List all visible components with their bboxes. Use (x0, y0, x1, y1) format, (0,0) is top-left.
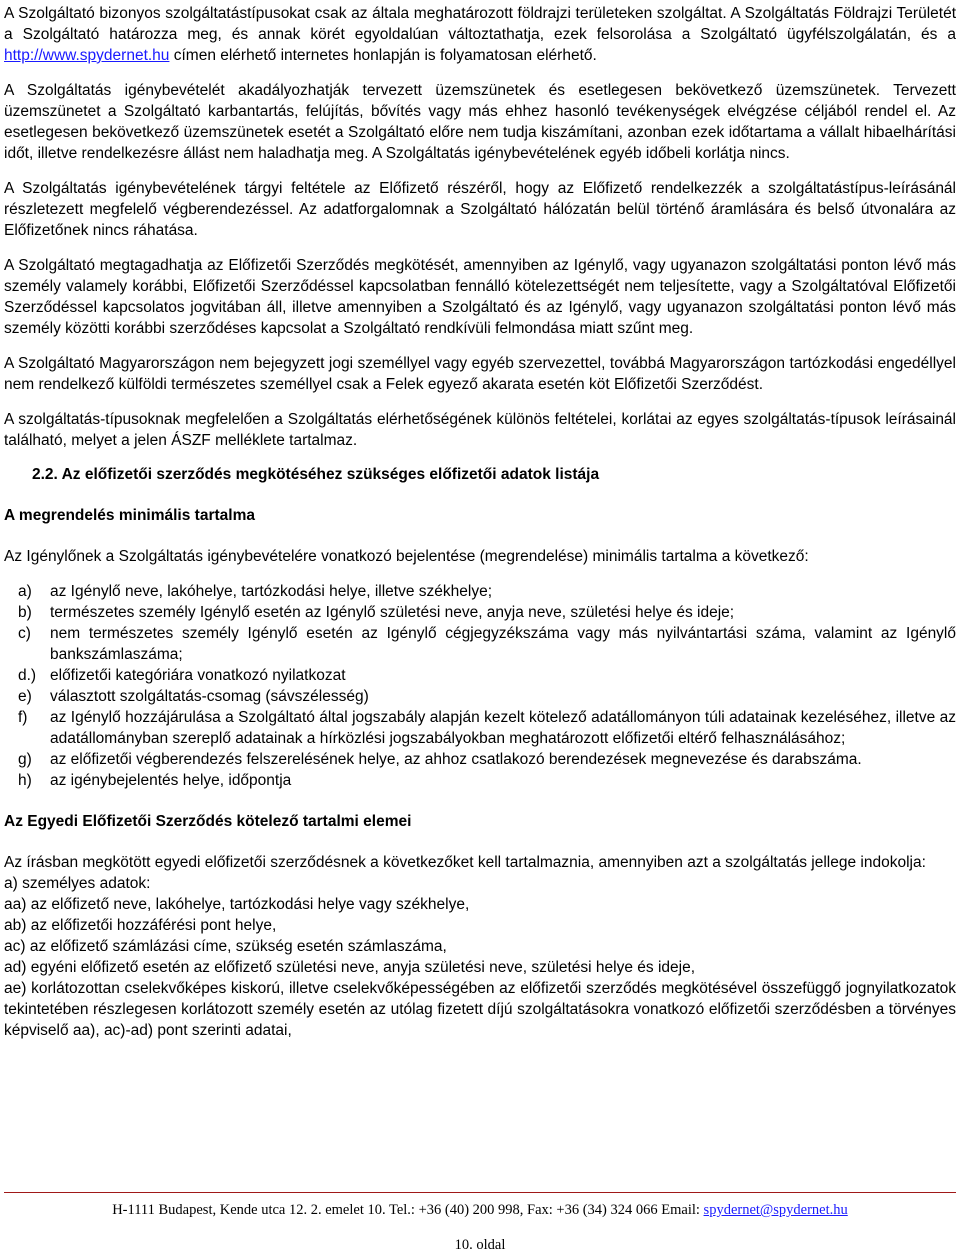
subheading-minimum-order: A megrendelés minimális tartalma (4, 507, 255, 524)
section-number: 2.2. (32, 466, 58, 483)
p1-line-2: Szolgáltatás Földrajzi Területét a Szolgáltató határozza meg, és annak körét egyoldalúan változtathatja, ezek (4, 5, 957, 43)
contract-item: a) személyes adatok: (4, 875, 151, 892)
p1-line-1: A Szolgáltató bizonyos szolgáltatástípusokat csak az általa meghatározott földrajzi területeken szolgáltat. A (4, 5, 740, 22)
list-item (4, 686, 956, 707)
footer-email-link[interactable]: spydernet@spydernet.hu (703, 1202, 848, 1218)
page-number: 10. oldal (454, 1237, 506, 1253)
list-marker: f) (18, 709, 28, 726)
p1-line-4: folyamatosan elérhető. (439, 47, 597, 64)
list-item (4, 581, 956, 602)
footer-address: H-1111 Budapest, Kende utca 12. 2. emelet 10. Tel.: +36 (40) 200 998, Fax: +36 (34) 324 066 Email: (112, 1202, 704, 1218)
paragraph-equipment: A Szolgáltatás igénybevételének tárgyi feltétele az Előfizető részéről, hogy az Előfizető rendelkezzék a szolgáltatástípus-leírásánál részletezett megfelelő végberendezéssel. Az adatforgalomnak a Szolgáltató hálózatán belül történő áramlására és belső útvonalára az Előfizetőnek nincs ráhatása. (4, 180, 956, 239)
list-item-text: természetes személy Igénylő esetén az Igénylő születési neve, anyja neve, születési helye és ideje; (50, 604, 735, 621)
order-content-list (4, 581, 956, 791)
contract-item: ad) egyéni előfizető esetén az előfizető születési neve, anyja születési neve, születési helye és ideje, (4, 959, 696, 976)
document-page (4, 0, 956, 1041)
list-marker: h) (18, 772, 32, 789)
list-marker: b) (18, 604, 32, 621)
p1-line-3-post: címen elérhető internetes honlapján is (169, 47, 436, 64)
list-item (4, 665, 956, 686)
list-marker: e) (18, 688, 32, 705)
list-item-text: az igénybejelentés helye, időpontja (50, 772, 292, 789)
paragraph-refusal: A Szolgáltató megtagadhatja az Előfizetői Szerződés megkötését, amennyiben az Igénylő, vagy ugyanazon szolgáltatási ponton lévő más személy valamely korábbi, Előfizetői Szerződéssel kapcsolatban fennálló kötelezettségét nem teljesítette, vagy a Szolgáltatóval Előfizetői Szerződéssel kapcsolatos jogvitában áll, illetve amennyiben a Szolgáltató és az Igénylő, vagy ugyanazon szolgáltatási ponton lévő más személy közötti korábbi szerződéses kapcsolat a Szolgáltató rendkívüli felmondása miatt szűnt meg. (4, 257, 956, 337)
footer-divider (4, 1192, 956, 1193)
paragraph-contract-intro: Az írásban megkötött egyedi előfizetői szerződésnek a következőket kell tartalmaznia, amennyiben azt a szolgáltatás jellege indokolja: (4, 854, 926, 871)
list-item-text: választott szolgáltatás-csomag (sávszélesség) (50, 688, 369, 705)
list-item-text: nem természetes személy Igénylő esetén az Igénylő cégjegyzékszáma vagy más nyilvántartási száma, valamint az Igénylő bankszámlaszáma; (50, 625, 956, 663)
contract-item: ab) az előfizetői hozzáférési pont helye, (4, 917, 277, 934)
paragraph-minor-representative: ae) korlátozottan cselekvőképes kiskorú, illetve cselekvőképességében az előfizetői szerződés megkötésével összefüggő jognyilatkozatok tekintetében részlegesen korlátozott személy esetén az utólag fizetett díjú szolgáltatásokra vonatkozó előfizetői szerződésben a törvényes képviselő aa), ac)-ad) pont szerinti adatai, (4, 980, 956, 1039)
section-title: Az előfizetői szerződés megkötéséhez szükséges előfizetői adatok listája (61, 466, 600, 483)
list-item-text: az Igénylő neve, lakóhelye, tartózkodási helye, illetve székhelye; (50, 583, 492, 600)
list-item-text: az Igénylő hozzájárulása a Szolgáltató által jogszabály alapján kezelt kötelező adatállományon túli adatainak kezeléséhez, illetve az adatállományban szereplő adatainak a hírközlési jogszabályokban meghatározott előfizetői eltérő felhasználásához; (50, 709, 956, 747)
list-item (4, 749, 956, 770)
p1-line-3-pre: felsorolása a Szolgáltató ügyfélszolgálatán, és a (596, 26, 957, 43)
list-item (4, 770, 956, 791)
list-item-text: az előfizetői végberendezés felszerelésének helye, az ahhoz csatlakozó berendezések megnevezése és darabszáma. (50, 751, 862, 768)
list-item (4, 602, 956, 623)
list-marker: c) (18, 625, 31, 642)
website-link[interactable]: http://www.spydernet.hu (4, 47, 170, 64)
paragraph-order-intro: Az Igénylőnek a Szolgáltatás igénybevételére vonatkozó bejelentése (megrendelése) minimális tartalma a következő: (4, 548, 809, 565)
contract-item: aa) az előfizető neve, lakóhelye, tartózkodási helye vagy székhelye, (4, 896, 470, 913)
paragraph-service-area (4, 3, 956, 66)
subheading-contract-elements: Az Egyedi Előfizetői Szerződés kötelező tartalmi elemei (4, 813, 412, 830)
footer-contact (0, 1202, 960, 1219)
list-marker: d.) (18, 667, 37, 684)
paragraph-service-types: A szolgáltatás-típusoknak megfelelően a Szolgáltatás elérhetőségének különös feltételei, korlátai az egyes szolgáltatás-típusok leírásainál található, melyet a jelen ÁSZF melléklete tartalmaz. (4, 411, 956, 449)
paragraph-outages: A Szolgáltatás igénybevételét akadályozhatják tervezett üzemszünetek és esetlegesen bekövetkező üzemszünetek. Tervezett üzemszünetet a Szolgáltató karbantartás, felújítás, bővítés vagy más ehhez hasonló tevékenységek elvégzése céljából rendel el. Az esetlegesen bekövetkező üzemszünetek esetét a Szolgáltató előre nem tudja kiszámítani, azonban ezek időtartama a vállalt hibaelhárítási időt, illetve rendelkezésre állást nem haladhatja meg. A Szolgáltatás igénybevételének egyéb időbeli korlátja nincs. (4, 82, 956, 162)
section-heading (4, 464, 956, 485)
list-marker: g) (18, 751, 32, 768)
list-item (4, 623, 956, 665)
list-item-text: előfizetői kategóriára vonatkozó nyilatkozat (50, 667, 346, 684)
list-marker: a) (18, 583, 32, 600)
paragraph-foreign: A Szolgáltató Magyarországon nem bejegyzett jogi személlyel vagy egyéb szervezettel, továbbá Magyarországon tartózkodási engedéllyel nem rendelkező külföldi természetes személlyel csak a Felek egyező akarata esetén köt Előfizetői Szerződést. (4, 355, 956, 393)
contract-item: ac) az előfizető számlázási címe, szükség esetén számlaszáma, (4, 938, 447, 955)
list-item (4, 707, 956, 749)
